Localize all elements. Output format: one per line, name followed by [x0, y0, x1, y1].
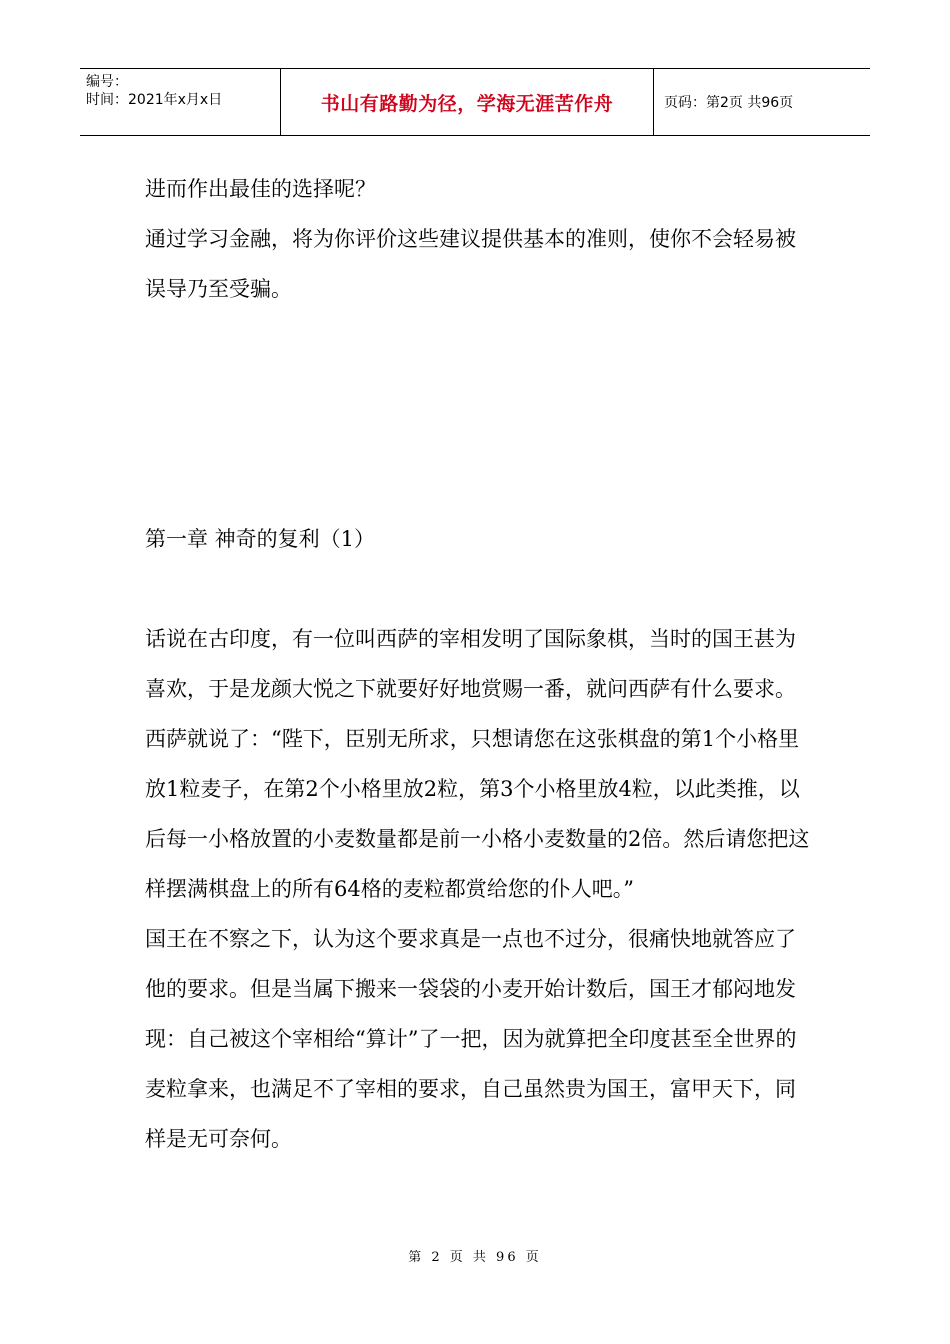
header-page-info: 页码：第2页 共96页 [664, 95, 794, 111]
date-label: 时间：2021年x月x日 [86, 92, 223, 108]
header-motto: 书山有路勤为径，学海无涯苦作舟 [281, 69, 654, 135]
intro-paragraph-1: 进而作出最佳的选择呢？ [145, 177, 376, 201]
intro-paragraph-2: 通过学习金融，将为你评价这些建议提供基本的准则，使你不会轻易被误导乃至受骗。 [145, 227, 796, 301]
page-header [80, 68, 870, 136]
body-paragraph-2: 国王在不察之下，认为这个要求真是一点也不过分，很痛快地就答应了他的要求。但是当属下搬来一袋袋的小麦开始计数后，国王才郁闷地发现：自己被这个宰相给“算计”了一把，因为就算把全印度甚至全世界的麦粒拿来，也满足不了宰相的要求，自己虽然贵为国王，富甲天下，同样是无可奈何。 [145, 927, 797, 1151]
page-footer: 第 2 页 共 96 页 [408, 1250, 542, 1265]
header-meta-cell [80, 69, 281, 135]
serial-label: 编号： [86, 74, 128, 90]
body-paragraph-1: 话说在古印度，有一位叫西萨的宰相发明了国际象棋，当时的国王甚为喜欢，于是龙颜大悦之下就要好好地赏赐一番，就问西萨有什么要求。西萨就说了：“陛下，臣别无所求，只想请您在这张棋盘的第1个小格里放1粒麦子，在第2个小格里放2粒，第3个小格里放4粒，以此类推，以后每一小格放置的小麦数量都是前一小格小麦数量的2倍。然后请您把这样摆满棋盘上的所有64格的麦粒都赏给您的仆人吧。” [145, 627, 810, 901]
chapter-title: 第一章 神奇的复利（1） [145, 527, 376, 551]
document-body [145, 164, 810, 1164]
